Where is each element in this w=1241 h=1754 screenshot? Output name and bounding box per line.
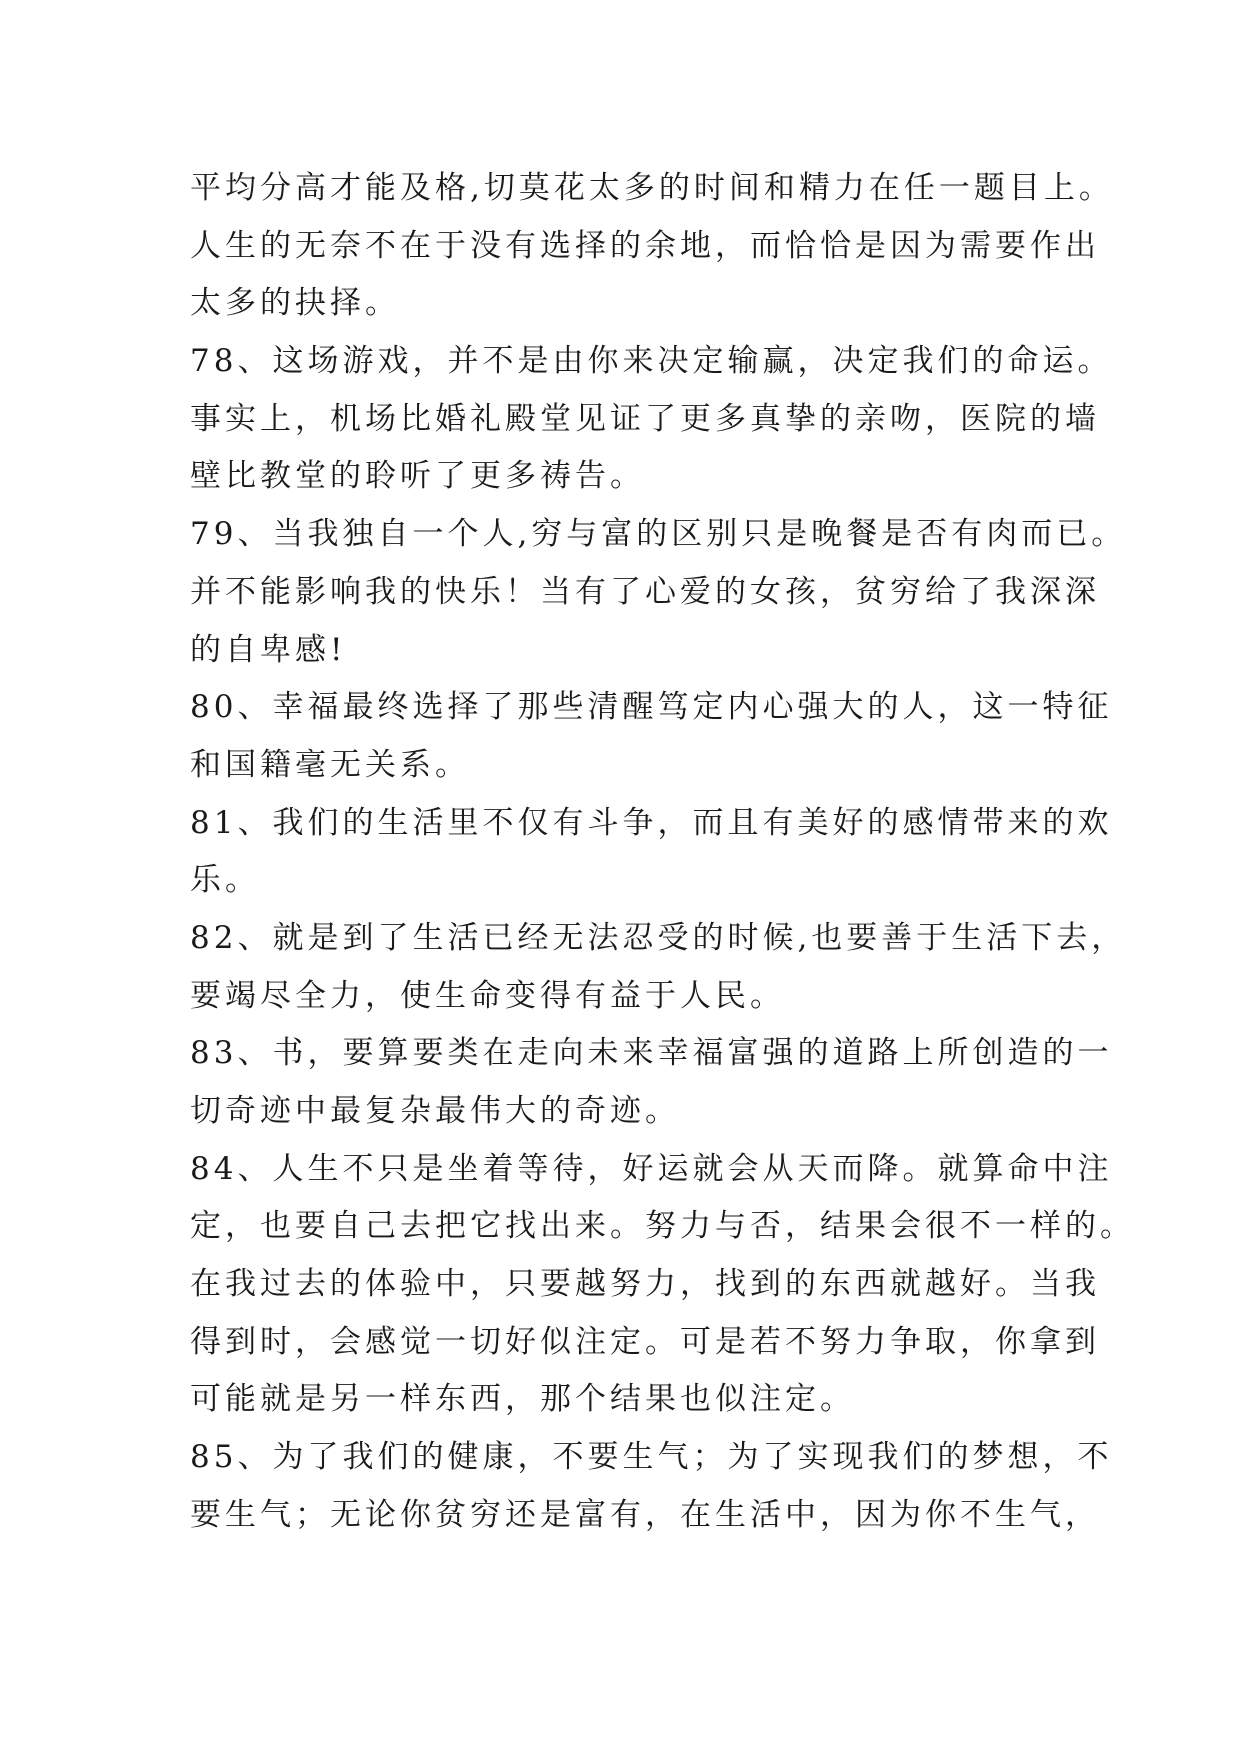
text-line: 80、幸福最终选择了那些清醒笃定内心强大的人，这一特征 (190, 689, 1113, 726)
text-line: 人生的无奈不在于没有选择的余地，而恰恰是因为需要作出 (190, 227, 1100, 264)
text-line: 的自卑感! (190, 631, 347, 668)
text-line: 定，也要自己去把它找出来。努力与否，结果会很不一样的。 (190, 1208, 1135, 1245)
text-line: 和国籍毫无关系。 (190, 746, 470, 783)
text-line: 切奇迹中最复杂最伟大的奇迹。 (190, 1093, 680, 1129)
text-line: 82、就是到了生活已经无法忍受的时候,也要善于生活下去， (190, 919, 1127, 956)
text-line: 并不能影响我的快乐！当有了心爱的女孩，贫穷给了我深深 (190, 573, 1100, 610)
text-line: 83、书，要算要类在走向未来幸福富强的道路上所创造的一 (190, 1035, 1113, 1072)
document-body-text (190, 160, 1135, 1545)
text-line: 太多的抉择。 (190, 285, 400, 322)
text-line: 78、这场游戏，并不是由你来决定输赢，决定我们的命运。 (190, 343, 1113, 380)
text-line: 要生气；无论你贫穷还是富有，在生活中，因为你不生气， (190, 1496, 1100, 1533)
text-line: 乐。 (190, 862, 260, 899)
text-line: 84、人生不只是坐着等待，好运就会从天而降。就算命中注 (190, 1150, 1113, 1187)
text-line: 壁比教堂的聆听了更多祷告。 (190, 458, 645, 495)
text-line: 在我过去的体验中，只要越努力，找到的东西就越好。当我 (190, 1266, 1100, 1303)
text-line: 81、我们的生活里不仅有斗争，而且有美好的感情带来的欢 (190, 804, 1113, 841)
text-line: 要竭尽全力，使生命变得有益于人民。 (190, 977, 785, 1014)
text-line: 事实上，机场比婚礼殿堂见证了更多真挚的亲吻，医院的墙 (190, 400, 1100, 437)
text-line: 可能就是另一样东西，那个结果也似注定。 (190, 1381, 855, 1418)
text-line: 85、为了我们的健康，不要生气；为了实现我们的梦想，不 (190, 1439, 1113, 1476)
text-line: 得到时，会感觉一切好似注定。可是若不努力争取，你拿到 (190, 1323, 1100, 1360)
text-line: 79、当我独自一个人,穷与富的区别只是晚餐是否有肉而已。 (190, 516, 1127, 553)
text-line: 平均分高才能及格,切莫花太多的时间和精力在任一题目上。 (190, 170, 1114, 206)
